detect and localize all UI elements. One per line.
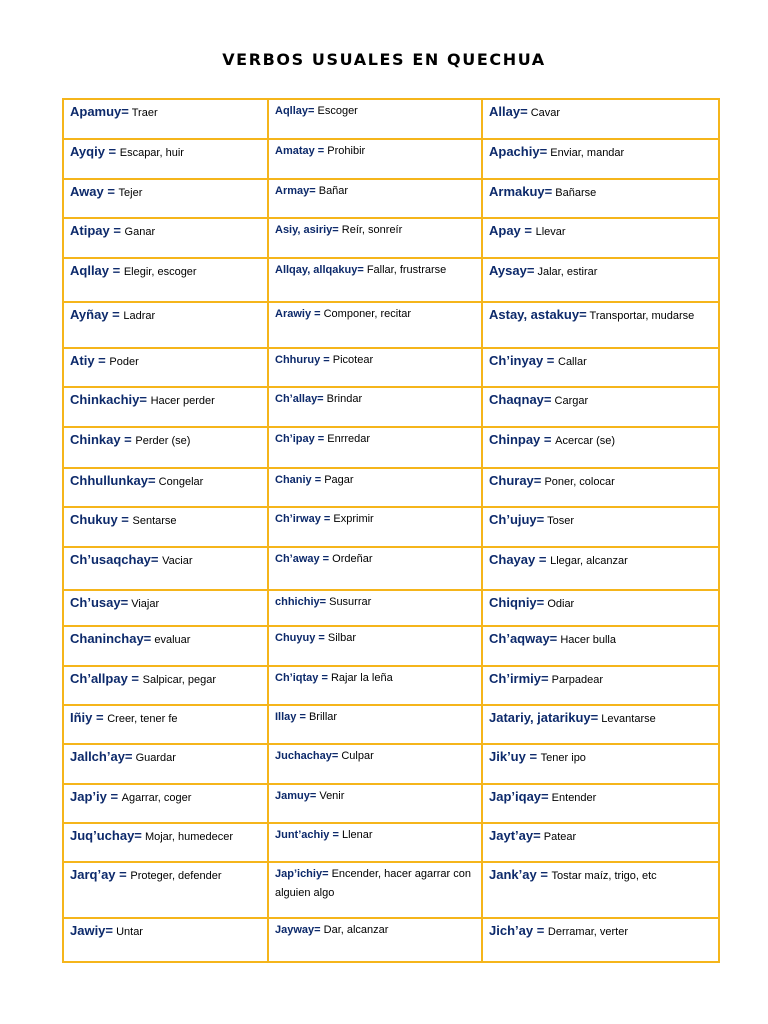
- verb-cell: [268, 547, 482, 590]
- table-row: [63, 179, 719, 218]
- verb-term: Chhullunkay=: [70, 473, 156, 488]
- verb-term: Chiqniy=: [489, 595, 545, 610]
- verb-cell: [482, 302, 719, 348]
- verb-cell: [63, 348, 268, 387]
- verb-definition: Componer, recitar: [323, 308, 412, 320]
- table-row: [63, 862, 719, 918]
- verb-cell: [63, 139, 268, 179]
- verb-definition: Reír, sonreír: [338, 224, 403, 236]
- verb-definition: Tostar maíz, trigo, etc: [551, 870, 657, 882]
- verb-definition: Parpadear: [548, 674, 604, 686]
- verb-definition: Sentarse: [132, 515, 177, 527]
- verb-definition: Salpicar, pegar: [142, 674, 217, 686]
- verb-cell: [482, 918, 719, 962]
- verb-cell: [482, 823, 719, 862]
- verb-cell: [268, 666, 482, 705]
- verb-cell: [482, 258, 719, 302]
- verb-definition: Picotear: [332, 354, 374, 366]
- verb-definition: Guardar: [132, 752, 176, 764]
- verb-term: Astay, astakuy=: [489, 307, 587, 322]
- verb-definition: Encender, hacer agarrar con alguien algo: [275, 868, 471, 899]
- verb-definition: Derramar, verter: [547, 926, 628, 938]
- verb-cell: [268, 179, 482, 218]
- verb-term: Churay=: [489, 473, 542, 488]
- verb-term: Aqllay=: [275, 105, 315, 117]
- verb-cell: [63, 547, 268, 590]
- verb-definition: Levantarse: [598, 713, 656, 725]
- table-row: [63, 427, 719, 468]
- verb-term: Amatay =: [275, 145, 328, 157]
- verb-cell: [268, 427, 482, 468]
- verb-cell: [482, 348, 719, 387]
- table-row: [63, 784, 719, 823]
- table-row: [63, 139, 719, 179]
- verb-term: Ch’inyay =: [489, 353, 558, 368]
- verb-definition: Patear: [540, 831, 577, 843]
- table-row: [63, 99, 719, 139]
- verb-cell: [482, 705, 719, 744]
- verb-cell: [63, 179, 268, 218]
- table-row: [63, 468, 719, 507]
- verb-term: Allqay, allqakuy=: [275, 264, 364, 276]
- verb-definition: Culpar: [338, 750, 374, 762]
- verb-definition: Tener ipo: [540, 752, 586, 764]
- verb-cell: [482, 507, 719, 547]
- verb-definition: Elegir, escoger: [123, 266, 197, 278]
- verb-cell: [482, 784, 719, 823]
- verb-cell: [63, 744, 268, 784]
- verb-definition: Pagar: [324, 474, 354, 486]
- verb-term: Atiy =: [70, 353, 110, 368]
- verb-cell: [482, 179, 719, 218]
- verb-cell: [482, 468, 719, 507]
- table-row: [63, 258, 719, 302]
- verb-term: Chinkachiy=: [70, 392, 151, 407]
- verb-term: Juchachay=: [275, 750, 339, 762]
- table-row: [63, 705, 719, 744]
- verb-cell: [482, 387, 719, 427]
- verb-definition: Fallar, frustrarse: [363, 264, 447, 276]
- verb-definition: Ordeñar: [332, 553, 373, 565]
- table-row: [63, 507, 719, 547]
- verb-cell: [63, 862, 268, 918]
- verb-definition: evaluar: [151, 634, 191, 646]
- verb-cell: [268, 387, 482, 427]
- verb-cell: [268, 507, 482, 547]
- verb-term: Arawiy =: [275, 308, 324, 320]
- verb-definition: Congelar: [155, 476, 204, 488]
- verb-cell: [268, 302, 482, 348]
- verb-definition: Bañar: [315, 185, 349, 197]
- verb-term: Jatariy, jatarikuy=: [489, 710, 599, 725]
- verb-term: chhichiy=: [275, 596, 327, 608]
- verb-definition: Ladrar: [123, 310, 156, 322]
- verb-definition: Ganar: [124, 226, 156, 238]
- verb-definition: Entender: [548, 792, 597, 804]
- verb-term: Chukuy =: [70, 512, 133, 527]
- verb-term: Ch’away =: [275, 553, 333, 565]
- verb-definition: Cargar: [551, 395, 589, 407]
- verb-cell: [268, 862, 482, 918]
- verb-cell: [63, 784, 268, 823]
- verb-term: Apachiy=: [489, 144, 548, 159]
- verb-cell: [268, 139, 482, 179]
- verb-cell: [63, 99, 268, 139]
- verb-term: Jayt’ay=: [489, 828, 541, 843]
- verb-term: Jap’iqay=: [489, 789, 549, 804]
- verb-definition: Mojar, humedecer: [141, 831, 233, 843]
- verb-definition: Poder: [109, 356, 139, 368]
- verb-cell: [63, 666, 268, 705]
- verb-definition: Llenar: [341, 829, 373, 841]
- verb-term: Allay=: [489, 104, 528, 119]
- verb-definition: Hacer perder: [150, 395, 215, 407]
- verb-term: Ch’iqtay =: [275, 672, 331, 684]
- verb-term: Iñiy =: [70, 710, 108, 725]
- verb-definition: Susurrar: [326, 596, 372, 608]
- verb-cell: [268, 468, 482, 507]
- verb-cell: [63, 507, 268, 547]
- verb-cell: [63, 427, 268, 468]
- verb-term: Ch’irmiy=: [489, 671, 549, 686]
- verb-definition: Prohibir: [327, 145, 366, 157]
- verb-cell: [268, 348, 482, 387]
- verb-definition: Perder (se): [135, 435, 191, 447]
- verb-term: Jank’ay =: [489, 867, 552, 882]
- verb-definition: Agarrar, coger: [121, 792, 192, 804]
- verb-term: Jap’ichiy=: [275, 868, 329, 880]
- verb-cell: [482, 139, 719, 179]
- verbs-table: [62, 98, 720, 963]
- verb-term: Jamuy=: [275, 790, 317, 802]
- verb-term: Ch’allay=: [275, 393, 324, 405]
- verb-term: Asiy, asiriy=: [275, 224, 339, 236]
- table-row: [63, 302, 719, 348]
- verb-definition: Bañarse: [552, 187, 597, 199]
- verb-term: Armakuy=: [489, 184, 553, 199]
- verb-term: Ch’aqway=: [489, 631, 558, 646]
- verb-definition: Escapar, huir: [119, 147, 184, 159]
- verb-term: Ch’ujuy=: [489, 512, 545, 527]
- table-row: [63, 547, 719, 590]
- verb-definition: Brillar: [308, 711, 338, 723]
- verb-definition: Brindar: [323, 393, 363, 405]
- verb-definition: Viajar: [128, 598, 160, 610]
- verb-term: Ch’usay=: [70, 595, 129, 610]
- verb-definition: Enrredar: [327, 433, 371, 445]
- verb-term: Aysay=: [489, 263, 535, 278]
- table-row: [63, 918, 719, 962]
- verb-cell: [482, 218, 719, 258]
- verb-term: Chinkay =: [70, 432, 136, 447]
- verb-cell: [63, 258, 268, 302]
- verb-term: Chaniy =: [275, 474, 325, 486]
- verb-term: Ayqiy =: [70, 144, 120, 159]
- verb-term: Ch’allpay =: [70, 671, 143, 686]
- verb-term: Chayay =: [489, 552, 551, 567]
- verb-term: Jap’iy =: [70, 789, 122, 804]
- verb-definition: Escoger: [314, 105, 358, 117]
- verb-term: Atipay =: [70, 223, 125, 238]
- verb-cell: [482, 862, 719, 918]
- verb-definition: Jalar, estirar: [534, 266, 598, 278]
- verb-definition: Transportar, mudarse: [586, 310, 695, 322]
- verb-cell: [482, 99, 719, 139]
- verb-definition: Poner, colocar: [541, 476, 615, 488]
- verb-cell: [268, 626, 482, 666]
- verb-definition: Untar: [113, 926, 143, 938]
- verb-term: Junt’achiy =: [275, 829, 342, 841]
- verb-cell: [482, 590, 719, 626]
- verb-term: Jallch’ay=: [70, 749, 133, 764]
- verb-cell: [63, 918, 268, 962]
- verb-definition: Hacer bulla: [557, 634, 616, 646]
- verb-cell: [63, 468, 268, 507]
- verb-definition: Venir: [316, 790, 345, 802]
- verb-cell: [268, 258, 482, 302]
- verb-cell: [63, 302, 268, 348]
- verb-definition: Acercar (se): [555, 435, 616, 447]
- verb-cell: [482, 427, 719, 468]
- verb-term: Chaninchay=: [70, 631, 152, 646]
- verb-cell: [268, 784, 482, 823]
- verb-definition: Odiar: [544, 598, 575, 610]
- verb-definition: Exprimir: [333, 513, 374, 525]
- verb-definition: Callar: [558, 356, 587, 368]
- verb-cell: [482, 666, 719, 705]
- verb-term: Jawiy=: [70, 923, 114, 938]
- verb-term: Jik’uy =: [489, 749, 541, 764]
- verb-term: Armay=: [275, 185, 316, 197]
- verb-term: Ch’ipay =: [275, 433, 328, 445]
- verb-term: Ch’irway =: [275, 513, 334, 525]
- page-title: VERBOS USUALES EN QUECHUA: [222, 50, 546, 69]
- verb-cell: [63, 218, 268, 258]
- verb-cell: [482, 626, 719, 666]
- verb-definition: Creer, tener fe: [107, 713, 178, 725]
- verb-cell: [268, 218, 482, 258]
- verb-cell: [268, 918, 482, 962]
- verb-definition: Enviar, mandar: [547, 147, 625, 159]
- verb-definition: Llevar: [535, 226, 566, 238]
- verb-definition: Rajar la leña: [330, 672, 393, 684]
- table-row: [63, 666, 719, 705]
- verb-term: Chaqnay=: [489, 392, 552, 407]
- verb-term: Jayway=: [275, 924, 321, 936]
- verb-cell: [482, 744, 719, 784]
- verb-cell: [63, 823, 268, 862]
- verb-term: Apay =: [489, 223, 536, 238]
- verb-term: Jich’ay =: [489, 923, 548, 938]
- verb-term: Chinpay =: [489, 432, 556, 447]
- verb-definition: Llegar, alcanzar: [550, 555, 628, 567]
- verb-term: Illay =: [275, 711, 309, 723]
- table-row: [63, 744, 719, 784]
- verb-term: Ayñay =: [70, 307, 124, 322]
- table-row: [63, 218, 719, 258]
- verb-term: Chhuruy =: [275, 354, 333, 366]
- verb-term: Apamuy=: [70, 104, 129, 119]
- verb-cell: [268, 744, 482, 784]
- table-row: [63, 626, 719, 666]
- verb-cell: [268, 705, 482, 744]
- verb-definition: Tejer: [118, 187, 143, 199]
- verb-definition: Silbar: [327, 632, 356, 644]
- verb-cell: [482, 547, 719, 590]
- verb-definition: Dar, alcanzar: [320, 924, 389, 936]
- verb-term: Jarq’ay =: [70, 867, 131, 882]
- verb-term: Away =: [70, 184, 119, 199]
- verb-term: Ch’usaqchay=: [70, 552, 163, 567]
- verb-cell: [63, 387, 268, 427]
- verb-definition: Vaciar: [162, 555, 193, 567]
- verb-cell: [63, 626, 268, 666]
- verb-definition: Traer: [128, 107, 158, 119]
- verb-cell: [63, 705, 268, 744]
- verb-cell: [63, 590, 268, 626]
- table-row: [63, 823, 719, 862]
- verb-cell: [268, 823, 482, 862]
- table-row: [63, 590, 719, 626]
- verb-definition: Cavar: [527, 107, 561, 119]
- verb-term: Aqllay =: [70, 263, 124, 278]
- verb-cell: [268, 99, 482, 139]
- table-row: [63, 387, 719, 427]
- verb-cell: [268, 590, 482, 626]
- verb-term: Juq’uchay=: [70, 828, 142, 843]
- verb-definition: Toser: [544, 515, 575, 527]
- verb-definition: Proteger, defender: [130, 870, 222, 882]
- table-row: [63, 348, 719, 387]
- verb-term: Chuyuy =: [275, 632, 328, 644]
